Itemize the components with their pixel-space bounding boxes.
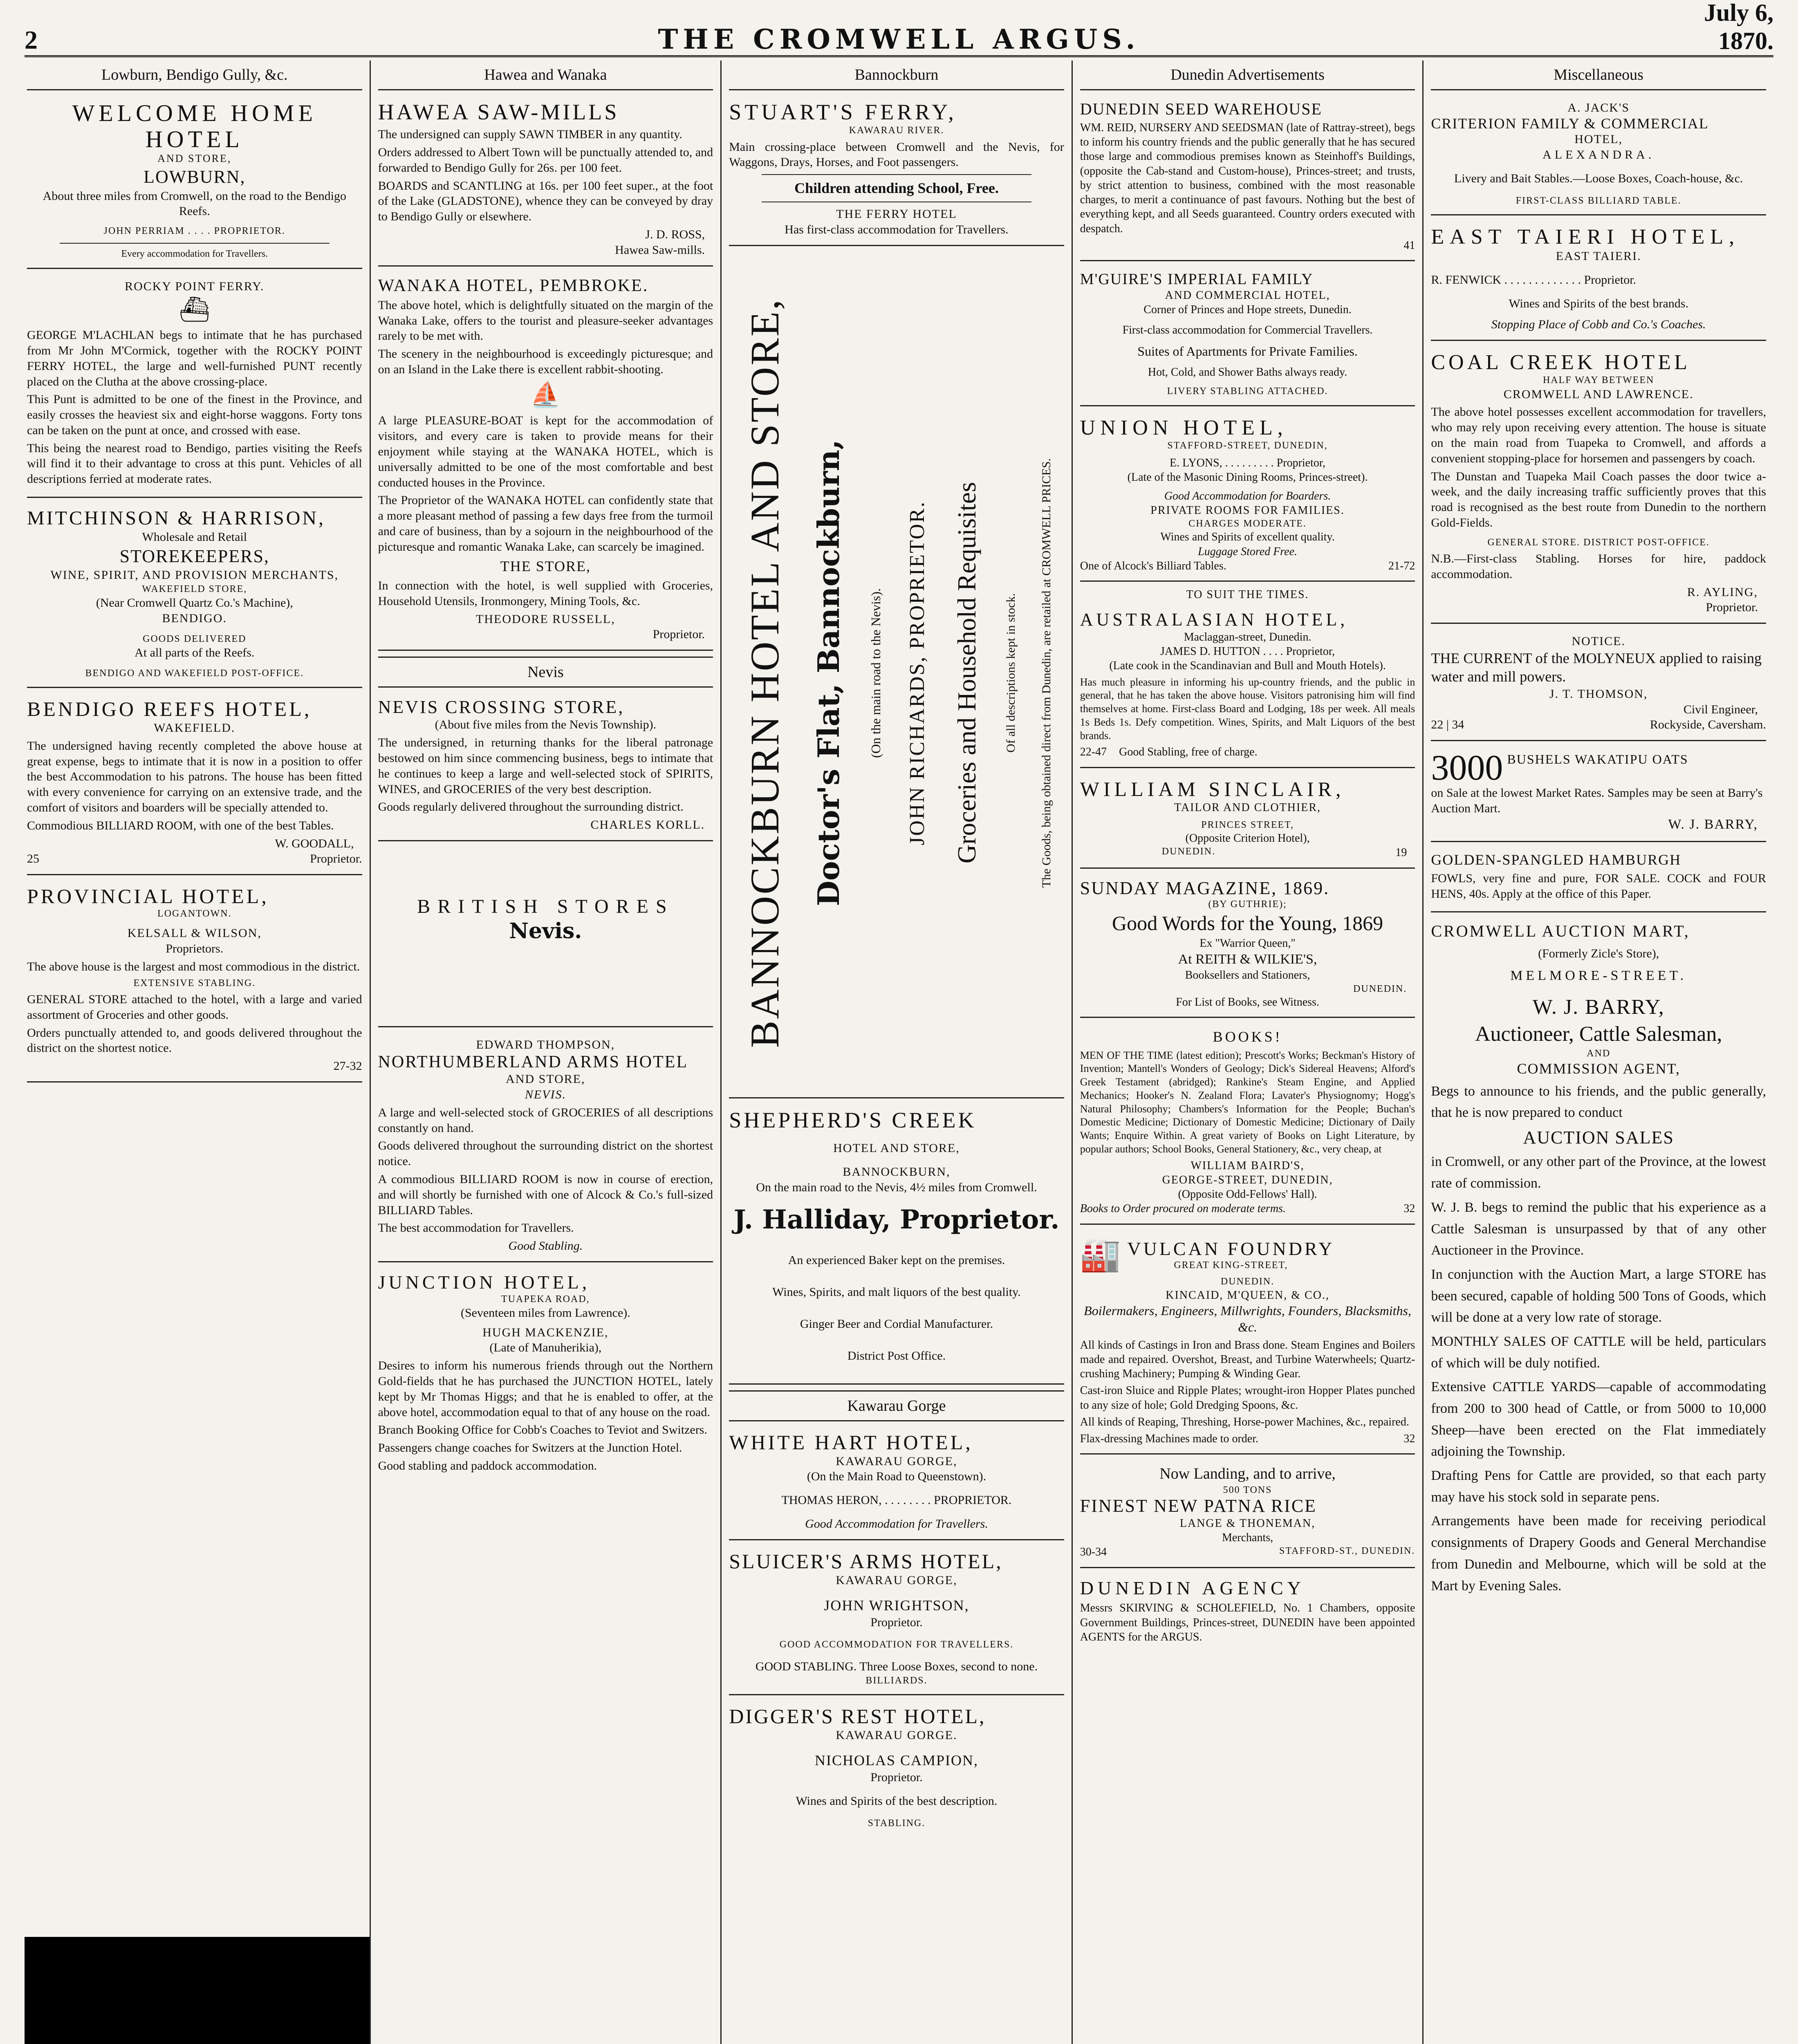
column-heading: Bannockburn <box>729 61 1064 90</box>
ad-subtitle: TUAPEKA ROAD, <box>501 1293 590 1304</box>
ad-proprietor: Proprietor. <box>1706 601 1758 614</box>
ad-number: 41 <box>1403 239 1415 252</box>
ad-name: J. T. THOMSON, <box>1549 687 1648 701</box>
ad-body: In connection with the hotel, is well supplied with Groceries, Household Utensils, Ironmongery, Mining Tools, &c. <box>378 578 713 608</box>
ad-white-hart-hotel <box>729 1427 1064 1540</box>
ad-body: A large and well-selected stock of GROCERIES of all descriptions constantly on hand. <box>378 1105 713 1135</box>
ad-body: Ginger Beer and Cordial Manufacturer. <box>800 1317 993 1331</box>
ad-stabling: Good Stabling, free of charge. <box>1119 746 1258 759</box>
ad-address: Corner of Princes and Hope streets, Dunedin. <box>1143 303 1352 316</box>
ad-nevis-crossing-store <box>378 693 713 841</box>
ad-sellers: Booksellers and Stationers, <box>1185 969 1310 982</box>
ad-subtitle: AND STORE, <box>506 1072 585 1086</box>
ad-dunedin-seed-warehouse <box>1080 96 1415 261</box>
ad-body: Stopping Place of Cobb and Co.'s Coaches. <box>1491 318 1706 332</box>
ad-ship: Ex "Warrior Queen," <box>1199 937 1296 950</box>
ad-body: District Post Office. <box>847 1349 946 1363</box>
ad-signature: THEODORE RUSSELL, <box>476 612 615 626</box>
ad-provincial-hotel <box>27 881 362 1083</box>
ad-mcguires-hotel <box>1080 267 1415 406</box>
ad-stabling: EXTENSIVE STABLING. <box>133 977 256 988</box>
ad-line: WINE, SPIRIT, AND PROVISION MERCHANTS, <box>50 568 339 582</box>
ad-title: SUNDAY MAGAZINE, 1869. <box>1080 878 1330 898</box>
ad-proprietor: Proprietor. <box>870 1771 923 1784</box>
vertical-proprietor: JOHN RICHARDS, PROPRIETOR. <box>905 500 929 845</box>
page-number: 2 <box>25 25 38 54</box>
ad-body: This being the nearest road to Bendigo, parties visiting the Reefs will find it to their advantage to cross at this punt. Vehicles of all descriptions ferried at moderate rates. <box>27 441 362 486</box>
ad-address: Rockyside, Caversham. <box>1650 718 1766 732</box>
ad-city: DUNEDIN. <box>1161 846 1216 857</box>
ad-opposite: (Opposite Odd-Fellows' Hall). <box>1178 1188 1317 1201</box>
ad-body: About three miles from Cromwell, on the road to the Bendigo Reefs. <box>43 189 346 218</box>
newspaper-title: THE CROMWELL ARGUS. <box>658 23 1140 55</box>
ad-subtitle: (About five miles from the Nevis Township). <box>435 718 657 732</box>
ad-proprietor: Proprietor. <box>652 628 705 641</box>
ad-title: COAL CREEK HOTEL <box>1431 351 1690 374</box>
column-2 <box>371 61 722 2044</box>
ad-title: EAST TAIERI HOTEL, <box>1431 225 1740 249</box>
ad-place: KAWARAU GORGE, <box>836 1573 957 1587</box>
vertical-road: (On the main road to the Nevis). <box>868 588 883 758</box>
ad-place: ALEXANDRA. <box>1542 148 1655 162</box>
ad-and: AND <box>1587 1048 1611 1059</box>
ad-hamburgh-fowls <box>1431 848 1766 912</box>
ad-body: A large PLEASURE-BOAT is kept for the accommodation of visitors, and every care is taken to provide means for their enjoyment while staying at the WANAKA HOTEL, which is universally admitted to be one of the most comfortable and best conducted houses in the Province. <box>378 414 713 489</box>
ad-body: Messrs SKIRVING & SCHOLEFIELD, No. 1 Chambers, opposite Government Buildings, Princes-street, DUNEDIN have been appointed AGENTS for the ARGUS. <box>1080 1602 1415 1643</box>
ad-place: KAWARAU GORGE, <box>836 1454 957 1468</box>
ad-title: BRITISH STORES <box>417 895 674 917</box>
ad-title: NEVIS CROSSING STORE, <box>378 697 625 717</box>
vertical-place: Doctor's Flat, Bannockburn, <box>811 439 846 906</box>
ad-body: GENERAL STORE. DISTRICT POST-OFFICE. <box>1487 537 1710 548</box>
ad-title: WELCOME HOME HOTEL <box>72 99 317 152</box>
ad-body: Goods delivered throughout the surrounding district on the shortest notice. <box>378 1139 713 1168</box>
ad-late: (Late cook in the Scandinavian and Bull and Mouth Hotels). <box>1109 659 1386 672</box>
ad-line: GOODS DELIVERED <box>143 633 247 644</box>
issue-date: July 6, 1870. <box>1704 0 1773 54</box>
ad-signature: W. GOODALL, <box>275 836 354 850</box>
ad-body: All kinds of Reaping, Threshing, Horse-power Machines, &c., repaired. <box>1080 1415 1409 1428</box>
ad-body: The undersigned having recently completed the above house at great expense, begs to intimate that it is now in a position to offer the best Accommodation to his patrons. The house has been fitted with every convenience for carrying on an extensive trade, and the comfort of visitors and boarders will be specially attended to. <box>27 739 362 814</box>
ad-body: The Dunstan and Tuapeka Mail Coach passes the door twice a-week, and the daily increasing traffic sufficiently proves that this road is recognised as the best route from Dunedin to the northern Gold-Fields. <box>1431 469 1766 530</box>
ad-title: HAWEA SAW-MILLS <box>378 99 619 124</box>
ad-body: GEORGE M'LACHLAN begs to intimate that he has purchased from Mr John M'Cormick, together with the ROCKY POINT FERRY HOTEL, the large and well-furnished PUNT recently placed on the Clutha at the above crossing-place. <box>27 328 362 388</box>
ad-title: BOOKS! <box>1213 1029 1282 1045</box>
ad-name: (Late of Manuherikia), <box>489 1341 602 1355</box>
ad-line: BENDIGO AND WAKEFIELD POST-OFFICE. <box>85 668 304 679</box>
ad-bushels-oats <box>1431 747 1766 842</box>
ad-pre: A. JACK'S <box>1567 101 1630 114</box>
ad-title: VULCAN FOUNDRY <box>1127 1238 1335 1259</box>
ad-northumberland-arms <box>378 1033 713 1262</box>
ad-hawea-saw-mills <box>378 96 713 267</box>
ad-body: The above hotel possesses excellent accommodation for travellers, who may rely upon receiving every attention. The house is situate on the main road from Tuapeka to Cromwell, and affords a convenient stopping-place for horsemen and passengers by coach. <box>1431 405 1766 465</box>
ad-body: A commodious BILLIARD ROOM is now in course of erection, and will shortly be furnished with one of Alcock & Co.'s full-sized BILLIARD Tables. <box>378 1172 713 1217</box>
ad-body: Begs to announce to his friends, and the public generally, that he is now prepared to conduct <box>1431 1083 1766 1121</box>
ad-line: BENDIGO. <box>162 611 227 625</box>
ad-title: ROCKY POINT FERRY. <box>125 279 265 293</box>
ad-body: GOOD STABLING. Three Loose Boxes, second to none. <box>755 1659 1038 1673</box>
ad-body: Livery and Bait Stables.—Loose Boxes, Coach-house, &c. <box>1454 171 1743 185</box>
ad-australasian-hotel <box>1080 606 1415 768</box>
ad-body: Books to Order procured on moderate terms. <box>1080 1202 1286 1215</box>
ad-body: CHARGES MODERATE. <box>1188 518 1307 529</box>
ad-proprietor: JAMES D. HUTTON . . . . Proprietor, <box>1160 645 1335 658</box>
ad-subtitle: (Seventeen miles from Lawrence). <box>460 1306 630 1320</box>
ad-body: In conjunction with the Auction Mart, a large STORE has been secured, capable of holding 500 Tons of Goods, which will be done at a very low rate of storage. <box>1431 1266 1766 1325</box>
vertical-groceries: Groceries and Household Requisites <box>952 482 981 864</box>
ad-criterion-hotel <box>1431 96 1766 215</box>
ad-body: Wines and Spirits of the best brands. <box>1509 296 1688 310</box>
ad-sluicers-arms <box>729 1546 1064 1695</box>
ad-place: NEVIS. <box>525 1088 566 1102</box>
ad-body: Cast-iron Sluice and Ripple Plates; wrought-iron Hopper Plates punched to any size of hole; Gold Dredging Spoons, &c. <box>1080 1384 1415 1412</box>
ad-merchants: Merchants, <box>1222 1531 1273 1544</box>
ad-line: At all parts of the Reefs. <box>135 645 255 659</box>
ad-name: JOHN WRIGHTSON, <box>824 1597 969 1614</box>
ad-names: LANGE & THONEMAN, <box>1179 1517 1316 1530</box>
vertical-stock: Of all descriptions kept in stock. <box>1004 593 1018 753</box>
ad-title: FINEST NEW PATNA RICE <box>1080 1496 1317 1516</box>
ad-body: The best accommodation for Travellers. <box>378 1221 574 1235</box>
ad-body: Good Accommodation for Boarders. <box>1164 489 1331 502</box>
ad-body: The undersigned, in returning thanks for the liberal patronage bestowed on him since commencing business, begs to intimate that he continues to keep a large and well-selected stock of SPIRITS, WINES, and GROCERIES of the very best description. <box>378 736 713 796</box>
ad-place: EAST TAIERI. <box>1556 249 1641 263</box>
ad-address: PRINCES STREET, <box>1201 819 1294 830</box>
ad-body: STABLING. <box>868 1818 926 1829</box>
ad-body: Drafting Pens for Cattle are provided, so that each party may have his stock sold in separate pens. <box>1431 1468 1766 1505</box>
ad-body: Flax-dressing Machines made to order. <box>1080 1432 1259 1446</box>
ad-vulcan-foundry <box>1080 1230 1415 1455</box>
ad-welcome-home-hotel <box>27 96 362 269</box>
ad-number: 30-34 <box>1080 1546 1107 1559</box>
ad-list: For List of Books, see Witness. <box>1176 995 1319 1009</box>
ad-body: W. J. B. begs to remind the public that his experience as a Cattle Salesman is unsurpassed by that of any other Auctioneer in the Province. <box>1431 1199 1766 1258</box>
ad-title: BENDIGO REEFS HOTEL, <box>27 697 312 720</box>
ad-sunday-magazine <box>1080 874 1415 1018</box>
column-5 <box>1424 61 1773 2044</box>
ad-body: Goods regularly delivered throughout the surrounding district. <box>378 800 684 814</box>
ad-title: CRITERION FAMILY & COMMERCIAL <box>1431 115 1709 132</box>
ad-role-2: COMMISSION AGENT, <box>1517 1060 1680 1077</box>
ad-body: First-class accommodation for Commercial Travellers. <box>1122 323 1373 336</box>
ad-title: DUNEDIN SEED WAREHOUSE <box>1080 99 1322 118</box>
ad-names: KINCAID, M'QUEEN, & CO., <box>1166 1289 1329 1302</box>
column-heading: Hawea and Wanaka <box>378 61 713 90</box>
ad-body: N.B.—First-class Stabling. Horses for hire, paddock accommodation. <box>1431 552 1766 581</box>
columns <box>25 61 1773 2044</box>
column-heading: Dunedin Advertisements <box>1080 61 1415 90</box>
ad-body: GOOD ACCOMMODATION FOR TRAVELLERS. <box>779 1639 1014 1650</box>
section-heading-suit-times: TO SUIT THE TIMES. <box>1186 588 1309 601</box>
ad-body: on Sale at the lowest Market Rates. Samples may be seen at Barry's Auction Mart. <box>1431 786 1763 815</box>
ad-place: WAKEFIELD. <box>154 721 235 735</box>
column-3 <box>722 61 1073 2044</box>
ad-title: NOTICE. <box>1572 634 1625 648</box>
ad-east-taieri-hotel <box>1431 221 1766 341</box>
ad-body: Wines and Spirits of the best description. <box>796 1794 998 1808</box>
ad-title: UNION HOTEL, <box>1080 416 1288 439</box>
ad-notice <box>1431 630 1766 741</box>
ad-subtitle: AND STORE, <box>157 152 232 165</box>
ad-body: Suites of Apartments for Private Families. <box>1137 343 1358 359</box>
ad-proprietor: E. LYONS, . . . . . . . . . Proprietor, <box>1170 457 1326 470</box>
ad-body: Desires to inform his numerous friends through out the Northern Gold-fields that he has purchased the JUNCTION HOTEL, lately kept by Mr Thomas Higgs; and that he is enabled to offer, at the above hotel, accommodation equal to that of any house on the road. <box>378 1359 713 1419</box>
ad-proprietor: JOHN PERRIAM . . . . PROPRIETOR. <box>103 226 285 237</box>
ad-subheading: THE STORE, <box>500 558 591 574</box>
ad-dunedin-agency <box>1080 1574 1415 1654</box>
foundry-icon: 🏭 <box>1080 1237 1121 1273</box>
ad-place: Nevis. <box>509 918 582 944</box>
ad-proprietor: Proprietor. <box>310 852 362 866</box>
ad-number: 32 <box>1403 1432 1415 1446</box>
ad-proprietor: Proprietors. <box>166 942 224 956</box>
ad-union-hotel <box>1080 412 1415 582</box>
ad-name: NICHOLAS CAMPION, <box>814 1752 978 1768</box>
ad-title: SHEPHERD'S CREEK <box>729 1108 977 1133</box>
ad-body: MEN OF THE TIME (latest edition); Prescott's Works; Beckman's History of Invention; Mantell's Wonders of Geology; Dick's Sidereal Heavens; Alford's Greek Testament (abridged); Rankine's Steam Engine, and Applied Mechanics; Hooker's N. Zealand Flora; Lavater's Physiognomy; Hogg's Natural Philosophy; Chambers's Information for the People; Buchan's Domestic Medicine; Dictionary of Domestic Medicine; Dictionary of Daily Wants; Enquire Within. A great variety of Books on Light Literature, by popular authors; School Books, General Stationery, &c., very cheap, at <box>1080 1049 1415 1155</box>
ad-william-sinclair <box>1080 774 1415 869</box>
ad-address: STAFFORD-ST., DUNEDIN. <box>1279 1546 1415 1557</box>
ad-body: This Punt is admitted to be one of the finest in the Province, and easily crosses the heaviest six and eight-horse waggons. Forty tons can be taken on the punt at once, and crossed with ease. <box>27 392 362 437</box>
ad-books <box>1080 1024 1415 1224</box>
ad-proprietor: J. Halliday, Proprietor. <box>733 1204 1060 1235</box>
ad-number: 19 <box>1395 846 1407 859</box>
redacted-block <box>25 1937 370 2044</box>
ad-british-stores <box>378 847 713 1027</box>
ad-body: Wines, Spirits, and malt liquors of the best quality. <box>772 1285 1021 1299</box>
ad-title: CROMWELL AUCTION MART, <box>1431 922 1690 941</box>
ad-line: Wholesale and Retail <box>142 530 247 544</box>
masthead <box>25 0 1773 57</box>
ad-body: Luggage Stored Free. <box>1198 545 1298 558</box>
ad-place: LOGANTOWN. <box>157 908 232 919</box>
ad-body: One of Alcock's Billiard Tables. <box>1080 559 1226 572</box>
ad-title: NORTHUMBERLAND ARMS HOTEL <box>378 1053 688 1072</box>
ad-body: Orders addressed to Albert Town will be punctually attended to, and forwarded to Bendigo Gully for 26s. per 100 feet. <box>378 146 713 175</box>
ad-body: LIVERY STABLING ATTACHED. <box>1167 386 1328 397</box>
ad-body: THE CURRENT of the MOLYNEUX applied to raising water and mill powers. <box>1431 650 1762 685</box>
ad-body: FOWLS, very fine and pure, FOR SALE. COCK and FOUR HENS, 40s. Apply at the office of this Paper. <box>1431 871 1766 901</box>
ad-subtitle: (Formerly Zicle's Store), <box>1538 947 1659 961</box>
ad-title: GOLDEN-SPANGLED HAMBURGH <box>1431 852 1681 868</box>
ad-body: Orders punctually attended to, and goods delivered throughout the district on the shortest notice. <box>27 1026 362 1055</box>
ad-shepherds-creek <box>729 1104 1064 1385</box>
ad-city: DUNEDIN. <box>1353 983 1407 994</box>
ad-body: The Proprietor of the WANAKA HOTEL can confidently state that a more pleasant method of passing a few days free from the turmoil and care of business, than by a sojourn in the neighbourhood of the picturesque and romantic Wanaka Lake, can scarcely be imagined. <box>378 493 713 554</box>
ad-late: (Late of the Masonic Dining Rooms, Princes-street). <box>1127 471 1368 484</box>
ad-address: (Opposite Criterion Hotel), <box>1185 832 1310 845</box>
ad-rocky-point-ferry <box>27 275 362 498</box>
ad-title-2: Good Words for the Young, 1869 <box>1112 912 1383 935</box>
ad-body: Commodious BILLIARD ROOM, with one of the best Tables. <box>27 818 334 832</box>
ad-title: PROVINCIAL HOTEL, <box>27 885 269 908</box>
ad-address: STAFFORD-STREET, DUNEDIN, <box>1167 440 1328 451</box>
ad-line: (Near Cromwell Quartz Co.'s Machine), <box>96 596 293 610</box>
ad-place: KAWARAU GORGE. <box>836 1728 957 1742</box>
ad-address: GREAT KING-STREET, <box>1174 1260 1288 1271</box>
ad-body: BOARDS and SCANTLING at 16s. per 100 feet super., at the foot of the Lake (GLADSTONE), whence they can be conveyed by dray to Bendigo Gully or elsewhere. <box>378 179 713 224</box>
section-heading-nevis: Nevis <box>378 657 713 688</box>
ad-pre: EDWARD THOMPSON, <box>476 1038 615 1052</box>
vertical-title: BANNOCKBURN HOTEL AND STORE, <box>742 298 787 1048</box>
ad-mitchinson-harrison <box>27 504 362 688</box>
ad-body: All kinds of Castings in Iron and Brass done. Steam Engines and Boilers made and repaired. Overshot, Breast, and Turbine Waterwheels; Quartz-crushing Machinery; Pumping & Winding Gear. <box>1080 1338 1415 1381</box>
ad-body: Main crossing-place between Cromwell and the Nevis, for Waggons, Drays, Horses, and Foot passengers. <box>729 140 1064 169</box>
ad-number: 22-47 <box>1080 746 1107 759</box>
ad-body: Branch Booking Office for Cobb's Coaches to Teviot and Switzers. <box>378 1423 707 1437</box>
vertical-goods: The Goods, being obtained direct from Dunedin, are retailed at CROMWELL PRICES. <box>1039 458 1053 888</box>
ad-place: KAWARAU RIVER. <box>849 125 944 136</box>
ad-body: BILLIARDS. <box>865 1675 928 1686</box>
ad-name: W. J. BARRY, <box>1532 995 1665 1019</box>
ad-title: WHITE HART HOTEL, <box>729 1430 973 1454</box>
ad-number: 27-32 <box>333 1059 362 1073</box>
ad-body: Hot, Cold, and Shower Baths always ready. <box>1148 366 1347 379</box>
ad-title: BUSHELS WAKATIPU OATS <box>1507 752 1688 767</box>
ad-number: 22 | 34 <box>1431 718 1464 732</box>
ad-body: The scenery in the neighbourhood is exceedingly picturesque; and on an Island in the Lake there is excellent rabbit-shooting. <box>378 347 713 377</box>
ad-line: STOREKEEPERS, <box>119 546 269 566</box>
ad-address: Maclaggan-street, Dunedin. <box>1184 630 1312 643</box>
ad-stuarts-ferry <box>729 96 1064 246</box>
ad-title: WILLIAM SINCLAIR, <box>1080 777 1345 800</box>
ad-by: (BY GUTHRIE); <box>1208 899 1287 910</box>
ad-proprietor: THOMAS HERON, . . . . . . . . PROPRIETOR. <box>781 1493 1012 1507</box>
ad-title: DUNEDIN AGENCY <box>1080 1577 1305 1598</box>
ad-title: M'GUIRE'S IMPERIAL FAMILY <box>1080 271 1314 288</box>
ad-subtitle: HALF WAY BETWEEN <box>1542 375 1655 386</box>
column-1 <box>25 61 371 2044</box>
ad-body: FIRST-CLASS BILLIARD TABLE. <box>1516 195 1681 206</box>
ad-subtitle: HOTEL AND STORE, <box>833 1141 960 1155</box>
ad-body: Arrangements have been made for receiving periodical consignments of Drapery Goods and General Merchandise from Dunedin and Melbourne, which will be sold at the Mart by Evening Sales. <box>1431 1513 1766 1594</box>
ad-body: The above house is the largest and most commodious in the district. <box>27 960 360 973</box>
ad-title: DIGGER'S REST HOTEL, <box>729 1704 986 1728</box>
ad-sales: AUCTION SALES <box>1523 1127 1674 1148</box>
ad-head: Now Landing, and to arrive, <box>1159 1465 1336 1483</box>
ad-diggers-rest <box>729 1701 1064 1837</box>
column-heading: Lowburn, Bendigo Gully, &c. <box>27 61 362 90</box>
ad-hotel: THE FERRY HOTEL <box>836 207 957 221</box>
ad-place: LOWBURN, <box>143 167 246 187</box>
ad-bendigo-reefs-hotel <box>27 694 362 875</box>
ad-line: WAKEFIELD STORE, <box>142 583 247 594</box>
ad-signature: Hawea Saw-mills. <box>615 243 705 257</box>
ad-trades: Boilermakers, Engineers, Millwrights, Founders, Blacksmiths, &c. <box>1084 1303 1411 1335</box>
ad-shop: At REITH & WILKIE'S, <box>1178 951 1317 967</box>
ad-owners: KELSALL & WILSON, <box>127 926 262 940</box>
ad-street: MELMORE-STREET. <box>1510 968 1687 984</box>
column-heading: Miscellaneous <box>1431 61 1766 90</box>
ad-footer: Every accommodation for Travellers. <box>121 249 268 260</box>
ad-title: WANAKA HOTEL, PEMBROKE. <box>378 276 649 295</box>
ad-proprietor: R. FENWICK . . . . . . . . . . . . . Proprietor. <box>1431 273 1637 287</box>
ad-body: Has much pleasure in informing his up-country friends, and the public in general, that he has taken the above house. Visitors patronising him will find themselves at home. First-class Board and Lodging, 18s per week. All meals 1s Beds 1s. Defy competition. Wines, Spirits, and Malt Liquors of the best brands. <box>1080 676 1415 742</box>
ad-place: BANNOCKBURN, <box>843 1165 951 1179</box>
ad-proprietor: Proprietor. <box>870 1615 923 1629</box>
ad-address: GEORGE-STREET, DUNEDIN, <box>1162 1173 1333 1186</box>
ad-wanaka-hotel <box>378 272 713 651</box>
boat-icon: ⛵ <box>530 381 561 408</box>
ad-body: Good stabling and paddock accommodation. <box>378 1459 597 1473</box>
ad-number: 32 <box>1403 1202 1415 1215</box>
ad-body: Passengers change coaches for Switzers at the Junction Hotel. <box>378 1441 682 1455</box>
ad-body: Has first-class accommodation for Travellers. <box>785 223 1009 237</box>
ad-number: 25 <box>27 852 39 866</box>
ad-body: On the main road to the Nevis, 4½ miles from Cromwell. <box>756 1181 1037 1195</box>
ad-subtitle: TAILOR AND CLOTHIER, <box>1174 801 1321 814</box>
ad-shop: WILLIAM BAIRD'S, <box>1190 1159 1305 1172</box>
ad-title: STUART'S FERRY, <box>729 99 957 124</box>
ad-body: The undersigned can supply SAWN TIMBER in any quantity. <box>378 128 682 141</box>
ad-number-large: 3000 <box>1431 748 1503 788</box>
ad-subtitle: AND COMMERCIAL HOTEL, <box>1165 289 1330 302</box>
ad-subtitle: CROMWELL AND LAWRENCE. <box>1503 387 1694 401</box>
ship-icon: ⛴ <box>179 296 210 323</box>
ad-body: PRIVATE ROOMS FOR FAMILIES. <box>1150 504 1345 517</box>
ad-body: Good Accommodation for Travellers. <box>805 1517 988 1531</box>
ad-role: Auctioneer, Cattle Salesman, <box>1475 1022 1722 1046</box>
ad-bannockburn-hotel-vertical <box>729 252 1064 1098</box>
ad-title: SLUICER'S ARMS HOTEL, <box>729 1549 1003 1573</box>
ad-tons: 500 TONS <box>1223 1485 1272 1496</box>
ad-subtitle: (On the Main Road to Queenstown). <box>807 1470 986 1484</box>
ad-role: Civil Engineer, <box>1683 702 1758 716</box>
ad-body: The above hotel, which is delightfully situated on the margin of the Wanaka Lake, offers to the tourist and pleasure-seeker advantages rarely to be met with. <box>378 298 713 343</box>
section-heading-kawarau: Kawarau Gorge <box>729 1390 1064 1421</box>
ad-signature: W. J. BARRY, <box>1668 817 1758 832</box>
ad-body: An experienced Baker kept on the premises. <box>788 1253 1005 1267</box>
column-4 <box>1073 61 1424 2044</box>
ad-name: HUGH MACKENZIE, <box>482 1325 609 1339</box>
ad-body: WM. REID, NURSERY AND SEEDSMAN (late of Rattray-street), begs to inform his country friends and the public generally that he has secured those large and commodious premises known as Steinhoff's Buildings, (opposite the Cab-stand and Custom-house), Princes-street; and trusts, by strict attention to business, combined with the most reasonable charges, to merit a continuance of past favours. Nothing but the best of everything kept, and all Seeds guaranteed. Country orders executed with despatch. <box>1080 121 1415 235</box>
ad-patna-rice <box>1080 1460 1415 1568</box>
ad-city: DUNEDIN. <box>1220 1276 1275 1287</box>
ad-body: Extensive CATTLE YARDS—capable of accommodating from 200 to 300 head of Cattle, or from 5000 to 10,000 Sheep—have been erected on the Flat immediately adjoining the Township. <box>1431 1379 1766 1459</box>
ad-body: Wines and Spirits of excellent quality. <box>1160 531 1335 544</box>
ad-subtitle: HOTEL, <box>1574 132 1623 146</box>
ad-school: Children attending School, Free. <box>794 180 999 197</box>
ad-junction-hotel <box>378 1268 713 1484</box>
ad-title: AUSTRALASIAN HOTEL, <box>1080 610 1348 630</box>
ad-title: JUNCTION HOTEL, <box>378 1272 590 1293</box>
ad-title: MITCHINSON & HARRISON, <box>27 507 326 529</box>
ad-signature: J. D. ROSS, <box>645 228 705 242</box>
ad-cromwell-auction-mart <box>1431 918 1766 1607</box>
ad-body: MONTHLY SALES OF CATTLE will be held, particulars of which will be duly notified. <box>1431 1334 1766 1371</box>
ad-body: Good Stabling. <box>508 1239 583 1253</box>
ad-body: in Cromwell, or any other part of the Province, at the lowest rate of commission. <box>1431 1154 1766 1191</box>
ad-signature: CHARLES KORLL. <box>590 818 705 832</box>
ad-coal-creek-hotel <box>1431 347 1766 624</box>
ad-signature: R. AYLING, <box>1687 585 1758 599</box>
ad-body: GENERAL STORE attached to the hotel, with a large and varied assortment of Groceries and other goods. <box>27 993 362 1022</box>
ad-number: 21-72 <box>1388 559 1415 572</box>
